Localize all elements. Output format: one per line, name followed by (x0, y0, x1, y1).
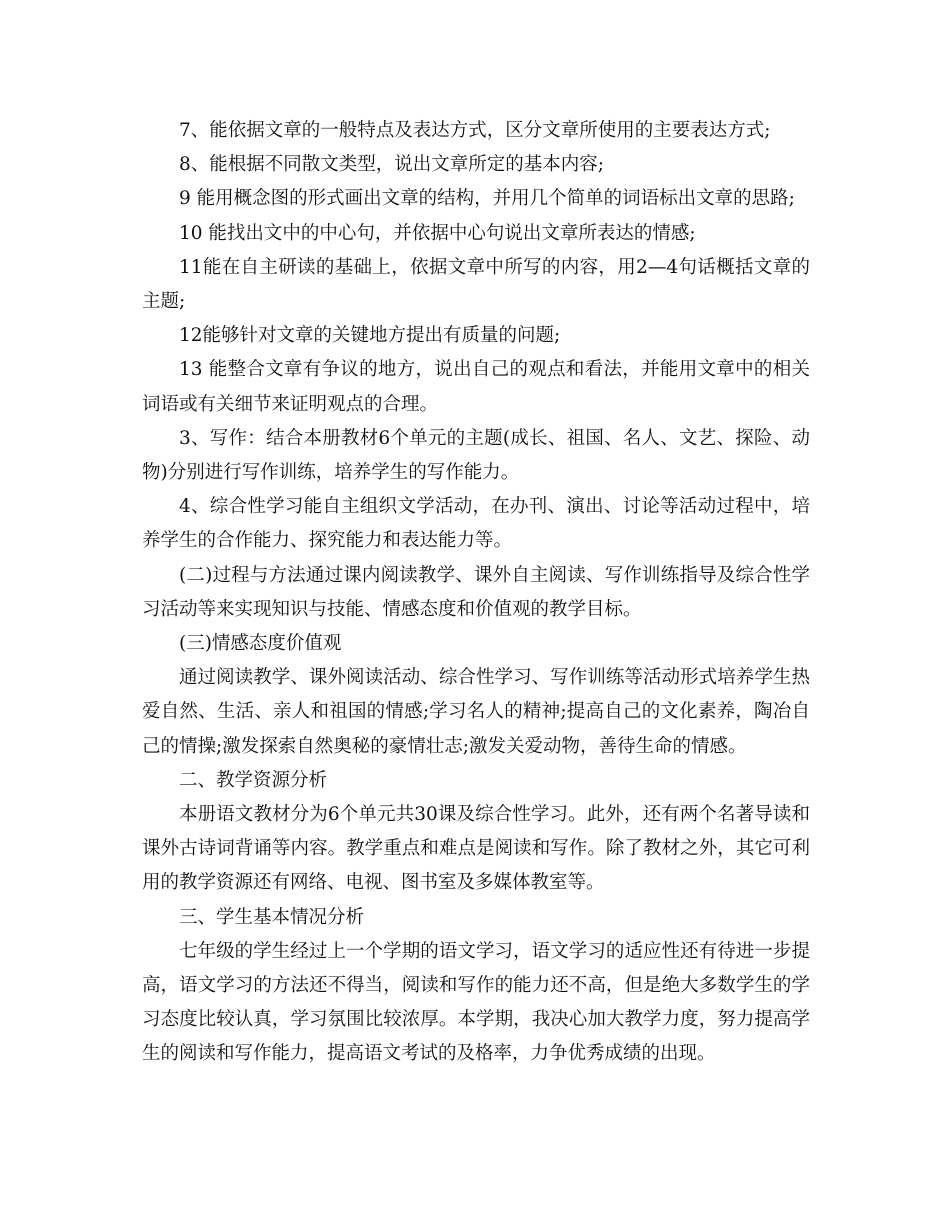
paragraph-writing: 3、写作：结合本册教材6个单元的主题(成长、祖国、名人、文艺、探险、动物)分别进行写作训练，培养学生的写作能力。 (142, 427, 810, 484)
paragraph-item-13: 13 能整合文章有争议的地方，说出自己的观点和看法，并能用文章中的相关词语或有关细节来证明观点的合理。 (142, 359, 810, 415)
paragraph-item-7: 7、能依据文章的一般特点及表达方式，区分文章所使用的主要表达方式; (179, 120, 771, 141)
section-heading-resources: 二、教学资源分析 (179, 769, 328, 791)
document-body (142, 114, 810, 1072)
paragraph-resources: 本册语文教材分为6个单元共30课及综合性学习。此外，还有两个名著导读和课外古诗词背诵等内容。教学重点和难点是阅读和写作。除了教材之外，其它可利用的教学资源还有网络、电视、图书室及多媒体教室等。 (142, 804, 810, 894)
paragraph-item-8: 8、能根据不同散文类型，说出文章所定的基本内容; (179, 154, 605, 176)
paragraph-item-12: 12能够针对文章的关键地方提出有质量的问题; (179, 325, 561, 347)
paragraph-item-11: 11能在自主研读的基础上，依据文章中所写的内容，用2—4句话概括文章的主题; (142, 256, 810, 313)
paragraph-item-9: 9 能用概念图的形式画出文章的结构，并用几个简单的词语标出文章的思路; (179, 188, 795, 210)
paragraph-students: 七年级的学生经过上一个学期的语文学习，语文学习的适应性还有待进一步提高，语文学习的方法还不得当，阅读和写作的能力还不高，但是绝大多数学生的学习态度比较认真，学习氛围比较浓厚。本学期，我决心加大教学力度，努力提高学生的阅读和写作能力，提高语文考试的及格率，力争优秀成绩的出现。 (142, 940, 810, 1065)
section-heading-students: 三、学生基本情况分析 (179, 906, 365, 928)
paragraph-process-method: (二)过程与方法通过课内阅读教学、课外自主阅读、写作训练指导及综合性学习活动等来实现知识与技能、情感态度和价值观的教学目标。 (142, 564, 810, 620)
paragraph-comprehensive-study: 4、综合性学习能自主组织文学活动，在办刊、演出、讨论等活动过程中，培养学生的合作能力、探究能力和表达能力等。 (142, 496, 810, 552)
paragraph-item-10: 10 能找出文中的中心句，并依据中心句说出文章所表达的情感; (179, 222, 696, 244)
section-heading-emotion-values: (三)情感态度价值观 (179, 633, 342, 655)
paragraph-emotion-values: 通过阅读教学、课外阅读活动、综合性学习、写作训练等活动形式培养学生热爱自然、生活、亲人和祖国的情感;学习名人的精神;提高自己的文化素养，陶冶自己的情操;激发探索自然奥秘的豪情壮志;激发关爱动物，善待生命的情感。 (142, 667, 810, 757)
